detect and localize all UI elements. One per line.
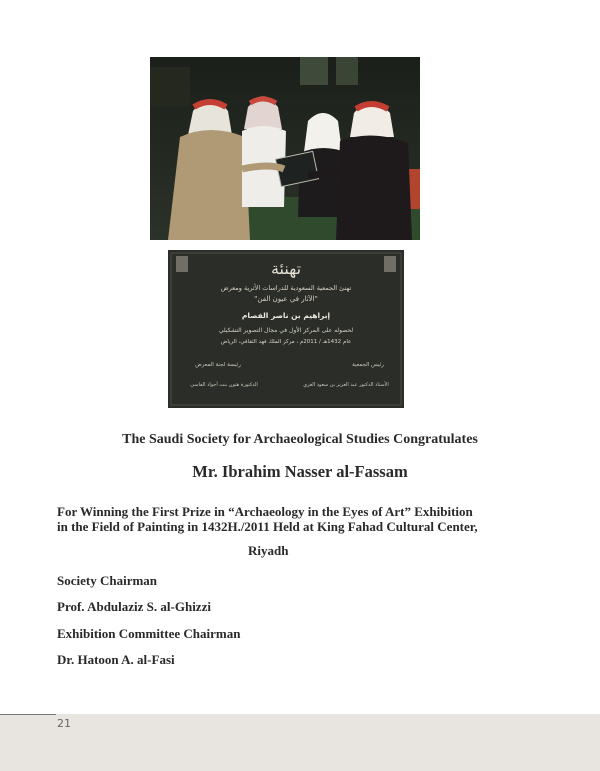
certificate-title: تهنئة — [270, 259, 302, 278]
award-description-line2: in the Field of Painting in 1432H./2011 Held at King Fahad Cultural Center, — [57, 519, 478, 534]
certificate-sig-right-name: الأستاذ الدكتور عبد العزيز بن سعود الغزي — [303, 382, 389, 388]
left-emblem-icon — [176, 256, 188, 272]
certificate-line3: لحصوله على المركز الأول في مجال التصوير التشكيلي — [218, 327, 354, 334]
award-description-line1: For Winning the First Prize in “Archaeology in the Eyes of Art” Exhibition — [57, 504, 473, 519]
certificate-sig-left-name: الدكتورة هتون بنت أجواد الفاسي — [190, 382, 258, 388]
signatory-role-2: Exhibition Committee Chairman — [57, 626, 241, 641]
page-number: 21 — [57, 717, 71, 730]
certificate-line4: عام 1432هـ / 2011م ، مركز الملك فهد الثقافي، الرياض — [220, 339, 352, 345]
signatory-name-1: Prof. Abdulaziz S. al-Ghizzi — [57, 599, 211, 614]
award-ceremony-photo — [150, 57, 420, 240]
certificate-image — [168, 250, 404, 408]
certificate-line2: "الآثار في عيون الفن" — [254, 295, 318, 303]
certificate-line1: تهنئ الجمعية السعودية للدراسات الأثرية ومعرض — [220, 284, 352, 292]
congratulation-heading: The Saudi Society for Archaeological Studies Congratulates — [122, 432, 478, 447]
award-description-city: Riyadh — [248, 543, 289, 558]
recipient-name: Mr. Ibrahim Nasser al-Fassam — [192, 462, 408, 481]
certificate-sig-left-role: رئيسة لجنة المعرض — [195, 362, 241, 368]
certificate-name: إبراهيم بن ناصر الفصام — [241, 311, 331, 320]
right-emblem-icon — [384, 256, 396, 272]
footer-rule — [0, 714, 56, 715]
certificate-sig-right-role: رئيس الجمعية — [352, 362, 384, 368]
page-footer — [0, 714, 600, 771]
signatory-name-2: Dr. Hatoon A. al-Fasi — [57, 652, 175, 667]
signatory-role-1: Society Chairman — [57, 573, 158, 588]
